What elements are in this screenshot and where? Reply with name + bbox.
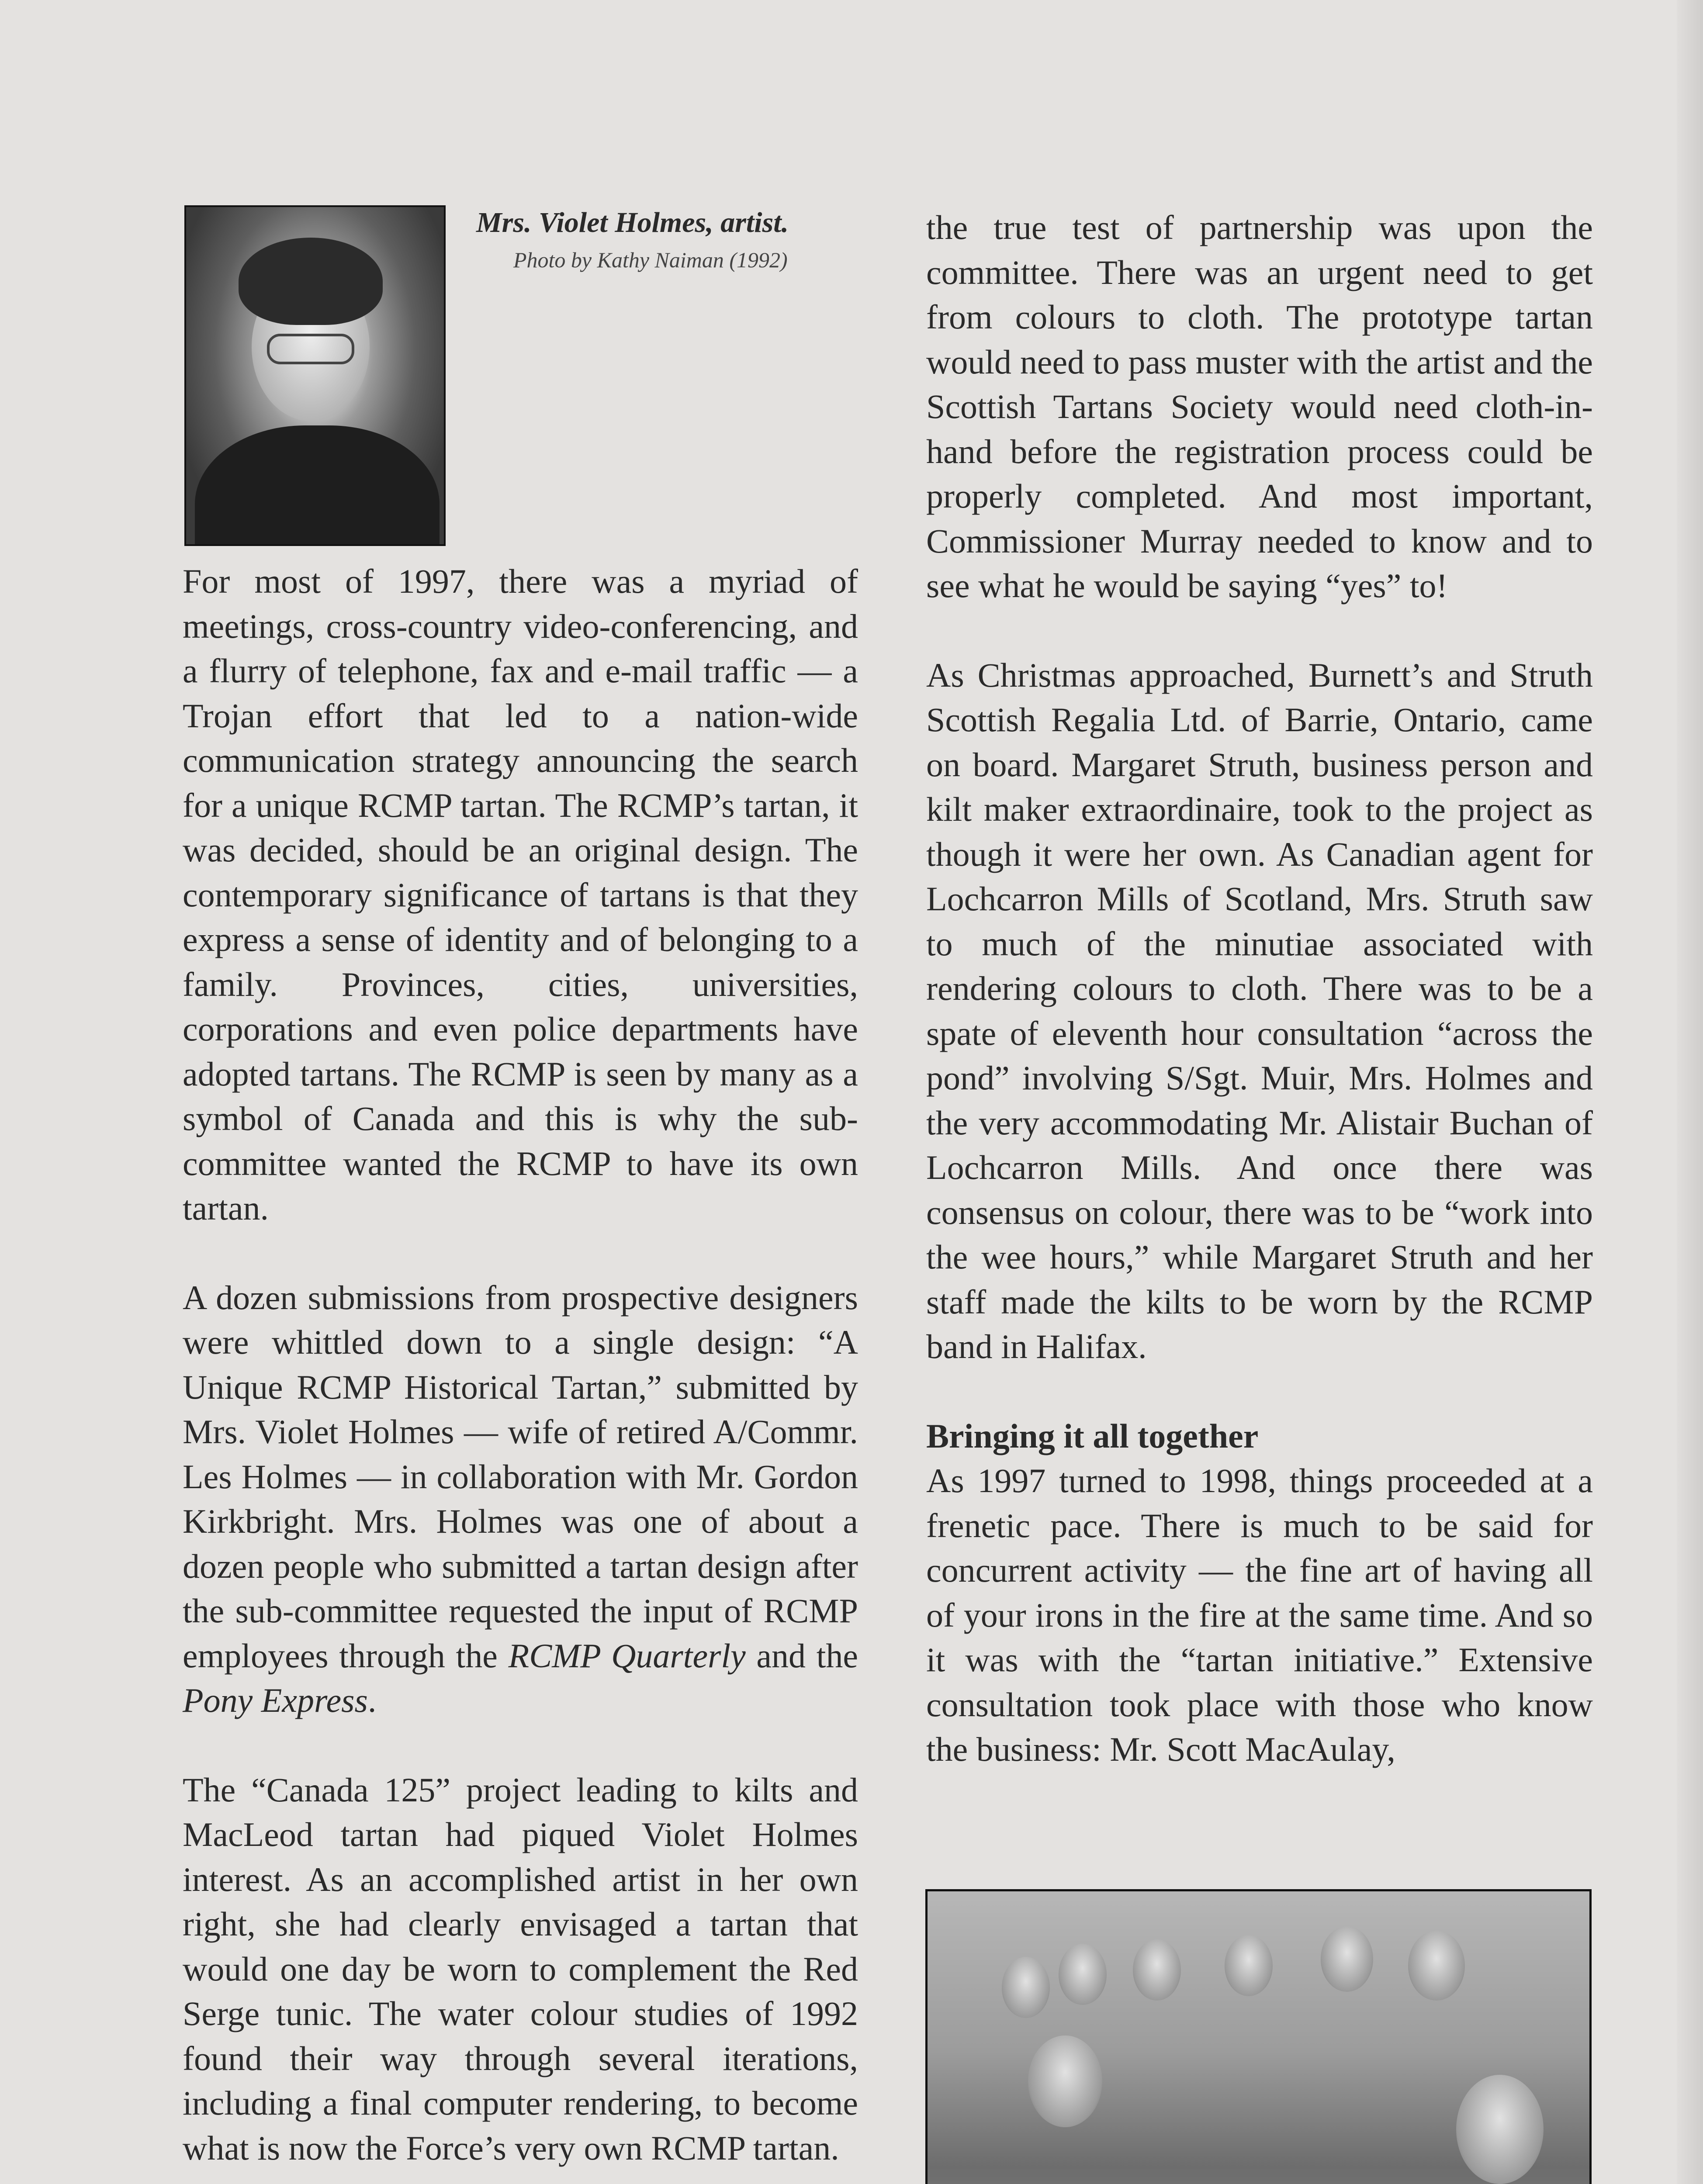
right-paragraph-3: As 1997 turned to 1998, things proceeded at a frenetic pace. There is much to be said for concurrent activity — the fine art of having all of your irons in the fire at the same time. And so it was with the “tartan initiative.” Extensive consultation took place with those who know the business: Mr. Scott MacAulay, <box>926 1462 1593 1768</box>
photo-glasses <box>267 334 354 364</box>
left-column <box>183 559 858 2184</box>
page-edge-shadow <box>1677 0 1703 2184</box>
publication-rcmp-quarterly: RCMP Quarterly <box>508 1636 746 1675</box>
kilt-makers-photo <box>925 1889 1592 2184</box>
portrait-caption-credit: Photo by Kathy Naiman (1992) <box>513 248 788 272</box>
photo-person <box>1321 1926 1373 1992</box>
publication-pony-express: Pony Express <box>183 1681 368 1719</box>
right-paragraph-1: the true test of partnership was upon the committee. There was an urgent need to get from colours to cloth. The prototype tartan would need to pass muster with the artist and the Scottish Tartans Society would need cloth-in-hand before the registration process could be properly completed. And most important, Commissioner Murray needed to know and to see what he would be saying “yes” to! <box>926 208 1593 605</box>
photo-person <box>1225 1935 1273 1996</box>
left-paragraph-2: A dozen submissions from prospective designers were whittled down to a single design: “A Unique RCMP Historical Tartan,” submitted by Mrs. Violet Holmes — wife of retired A/Commr. Les Holmes — in collaboration with Mr. Gordon Kirkbright. Mrs. Holmes was one of about a dozen people who submitted a tartan design after the sub-committee requested the input of RCMP employees through the RCMP Quarterly and the Pony Express. <box>183 1278 858 1719</box>
right-column <box>926 205 1593 1772</box>
photo-person <box>1133 1939 1181 2001</box>
photo-person <box>1059 1944 1107 2005</box>
photo-person <box>1028 2035 1102 2127</box>
left-paragraph-3: The “Canada 125” project leading to kilts and MacLeod tartan had piqued Violet Holmes interest. As an accomplished artist in her own right, she had clearly envisaged a tartan that would one day be worn to complement the Red Serge tunic. The water colour studies of 1992 found their way through several iterations, including a final computer rendering, to become what is now the Force’s very own RCMP tartan. <box>183 1770 858 2167</box>
right-paragraph-2: As Christmas approached, Burnett’s and Struth Scottish Regalia Ltd. of Barrie, Ontario, came on board. Margaret Struth, business person and kilt maker extraordinaire, took to the project as though it were her own. As Canadian agent for Lochcarron Mills of Scotland, Mrs. Struth saw to much of the minutiae associated with rendering colours to cloth. There was to be a spate of eleventh hour consultation “across the pond” involving S/Sgt. Muir, Mrs. Holmes and the very accommodating Mr. Alistair Buchan of Lochcarron Mills. And once there was consensus on colour, there was to be “work into the wee hours,” while Margaret Struth and her staff made the kilts to be worn by the RCMP band in Halifax. <box>926 656 1593 1365</box>
photo-person <box>1408 1931 1465 2001</box>
photo-shoulders <box>195 425 440 546</box>
photo-person <box>1002 1957 1050 2018</box>
photo-hair <box>239 238 383 325</box>
portrait-photo <box>184 205 446 546</box>
photo-person <box>1456 2075 1544 2184</box>
portrait-caption-title: Mrs. Violet Holmes, artist. <box>476 207 789 238</box>
section-heading-bringing-together: Bringing it all together <box>926 1417 1259 1455</box>
left-paragraph-1: For most of 1997, there was a myriad of meetings, cross-country video-conferencing, and a flurry of telephone, fax and e-mail traffic — a Trojan effort that led to a nation-wide communication strategy announcing the search for a unique RCMP tartan. The RCMP’s tartan, it was decided, should be an original design. The contemporary significance of tartans is that they express a sense of identity and of belonging to a family. Provinces, cities, universities, corporations and even police departments have adopted tartans. The RCMP is seen by many as a symbol of Canada and this is why the sub-committee wanted the RCMP to have its own tartan. <box>183 562 858 1227</box>
